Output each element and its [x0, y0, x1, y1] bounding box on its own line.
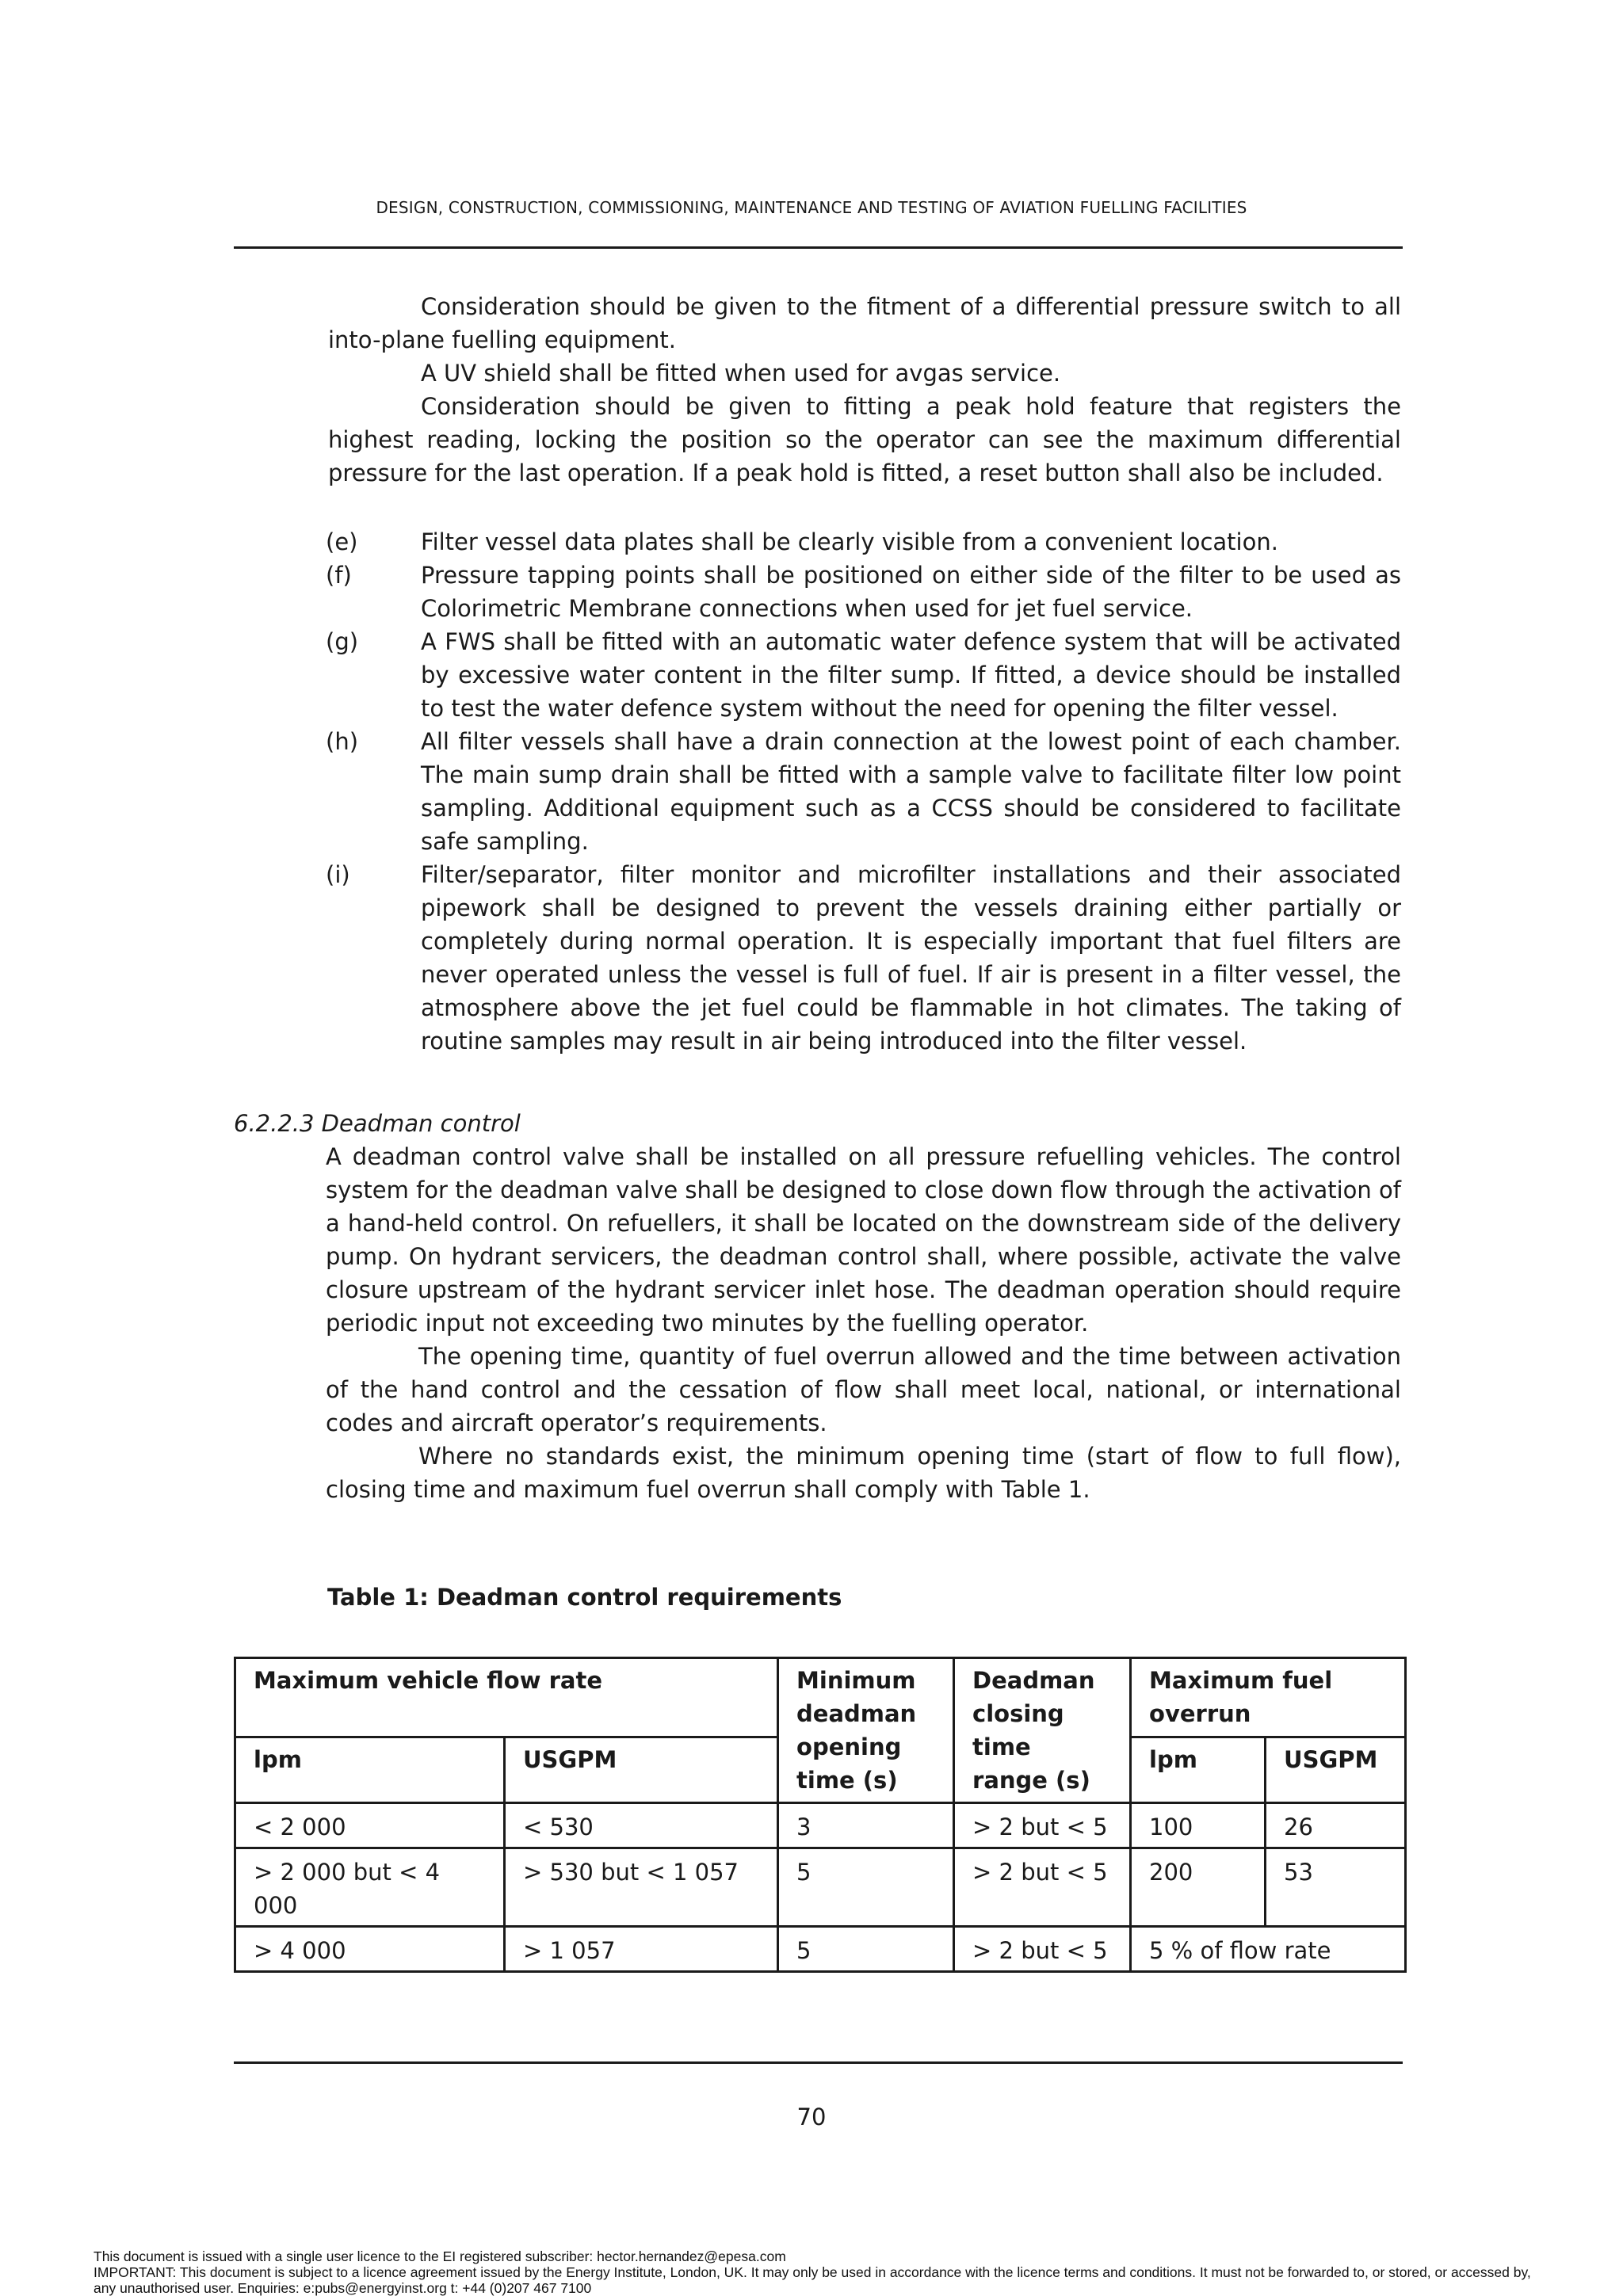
list-item-text: Pressure tapping points shall be positioned on either side of the filter to be used as Colorimetric Membrane connections when used for jet fuel service. [421, 562, 1401, 622]
list-item-label: (g) [326, 628, 359, 655]
cell-flow-usgpm: > 530 but < 1 057 [505, 1848, 778, 1927]
table-row [235, 1848, 1406, 1927]
deadman-paragraph-3: Where no standards exist, the minimum opening time (start of flow to full flow), closing time and maximum fuel overrun shall comply with Table 1. [326, 1443, 1401, 1503]
table-caption: Table 1: Deadman control requirements [327, 1584, 842, 1611]
list-item-label: (i) [326, 861, 350, 888]
header-min-opening-time: Minimum deadman opening time (s) [778, 1658, 954, 1803]
cell-flow-lpm: > 4 000 [235, 1927, 505, 1972]
cell-opening-time: 5 [778, 1927, 954, 1972]
list-item-i [326, 858, 1401, 1058]
footer-rule [234, 2061, 1403, 2064]
list-item-h [326, 725, 1401, 858]
cell-closing-range: > 2 but < 5 [954, 1927, 1131, 1972]
list-item-text: Filter/separator, filter monitor and microfilter installations and their associated pipework shall be designed to prevent the vessels draining either partially or completely during normal operation. It is especially important that fuel filters are never operated unless the vessel is full of fuel. If air is present in a filter vessel, the atmosphere above the jet fuel could be flammable in hot climates. The taking of routine samples may result in air being introduced into the filter vessel. [421, 861, 1401, 1055]
cell-closing-range: > 2 but < 5 [954, 1848, 1131, 1927]
list-item-label: (e) [326, 528, 358, 555]
deadman-requirements-table [234, 1657, 1407, 1973]
intro-paragraph-3: Consideration should be given to fitting a peak hold feature that registers the highest reading, locking the position so the operator can see the maximum differential pressure for the last operation. If a peak hold is fitted, a reset button shall also be included. [328, 393, 1401, 486]
licence-important-notice: IMPORTANT: This document is subject to a licence agreement issued by the Energy Institute, London, UK. It may only be used in accordance with the licence terms and conditions. It must not be forwarded to, or stored, or accessed by, any unauthorised user. Enquiries: e:pubs@energyinst.org t: +44 (0)207 467 7100 [94, 2264, 1531, 2296]
intro-paragraph-1: Consideration should be given to the fitment of a differential pressure switch to all into-plane fuelling equipment. [328, 293, 1401, 353]
licence-footer [94, 2248, 1544, 2296]
list-item-text: All filter vessels shall have a drain connection at the lowest point of each chamber. The main sump drain shall be fitted with a sample valve to facilitate filter low point sampling. Additional equipment such as a CCSS should be considered to facilitate safe sampling. [421, 728, 1401, 855]
list-item-label: (h) [326, 728, 359, 755]
list-item-label: (f) [326, 562, 352, 589]
list-item-text: Filter vessel data plates shall be clearly visible from a convenient location. [421, 528, 1278, 555]
licence-notice: This document is issued with a single user licence to the EI registered subscriber: hector.hernandez@epesa.com [94, 2248, 786, 2264]
header-flow-usgpm: USGPM [505, 1737, 778, 1803]
page-number: 70 [796, 2103, 827, 2130]
cell-flow-usgpm: > 1 057 [505, 1927, 778, 1972]
header-closing-time-range: Deadman closing time range (s) [954, 1658, 1131, 1803]
section-heading: 6.2.2.3 Deadman control [234, 1110, 521, 1137]
header-overrun-lpm: lpm [1131, 1737, 1266, 1803]
cell-flow-lpm: > 2 000 but < 4 000 [235, 1848, 505, 1927]
table-row [235, 1927, 1406, 1972]
deadman-section-body [326, 1140, 1401, 1506]
deadman-paragraph-1: A deadman control valve shall be installed on all pressure refuelling vehicles. The control system for the deadman valve shall be designed to close down flow through the activation of a hand-held control. On refuellers, it shall be located on the downstream side of the delivery pump. On hydrant servicers, the deadman control shall, where possible, activate the valve closure upstream of the hydrant servicer inlet hose. The deadman operation should require periodic input not exceeding two minutes by the fuelling operator. [326, 1143, 1401, 1337]
header-max-vehicle-flow-rate: Maximum vehicle flow rate [235, 1658, 778, 1737]
cell-flow-lpm: < 2 000 [235, 1803, 505, 1848]
cell-overrun-lpm: 100 [1131, 1803, 1266, 1848]
list-item-f [326, 559, 1401, 625]
table-row [235, 1803, 1406, 1848]
header-overrun-usgpm: USGPM [1266, 1737, 1406, 1803]
cell-opening-time: 5 [778, 1848, 954, 1927]
list-item-e [326, 525, 1401, 559]
list-item-text: A FWS shall be fitted with an automatic water defence system that will be activated by excessive water content in the filter sump. If fitted, a device should be installed to test the water defence system without the need for opening the filter vessel. [421, 628, 1401, 722]
running-header: DESIGN, CONSTRUCTION, COMMISSIONING, MAINTENANCE AND TESTING OF AVIATION FUELLING FACILITIES [376, 198, 1247, 217]
deadman-paragraph-2: The opening time, quantity of fuel overrun allowed and the time between activation of the hand control and the cessation of flow shall meet local, national, or international codes and aircraft operator’s requirements. [326, 1343, 1401, 1436]
requirements-list [326, 525, 1401, 1058]
header-max-fuel-overrun: Maximum fuel overrun [1131, 1658, 1406, 1737]
cell-overrun-usgpm: 26 [1266, 1803, 1406, 1848]
intro-block [328, 290, 1401, 490]
header-flow-lpm: lpm [235, 1737, 505, 1803]
cell-overrun-lpm: 200 [1131, 1848, 1266, 1927]
cell-closing-range: > 2 but < 5 [954, 1803, 1131, 1848]
cell-opening-time: 3 [778, 1803, 954, 1848]
header-rule [234, 246, 1403, 249]
cell-overrun-usgpm: 53 [1266, 1848, 1406, 1927]
cell-overrun-combined: 5 % of flow rate [1131, 1927, 1406, 1972]
intro-paragraph-2: A UV shield shall be fitted when used for avgas service. [421, 360, 1061, 387]
list-item-g [326, 625, 1401, 725]
cell-flow-usgpm: < 530 [505, 1803, 778, 1848]
